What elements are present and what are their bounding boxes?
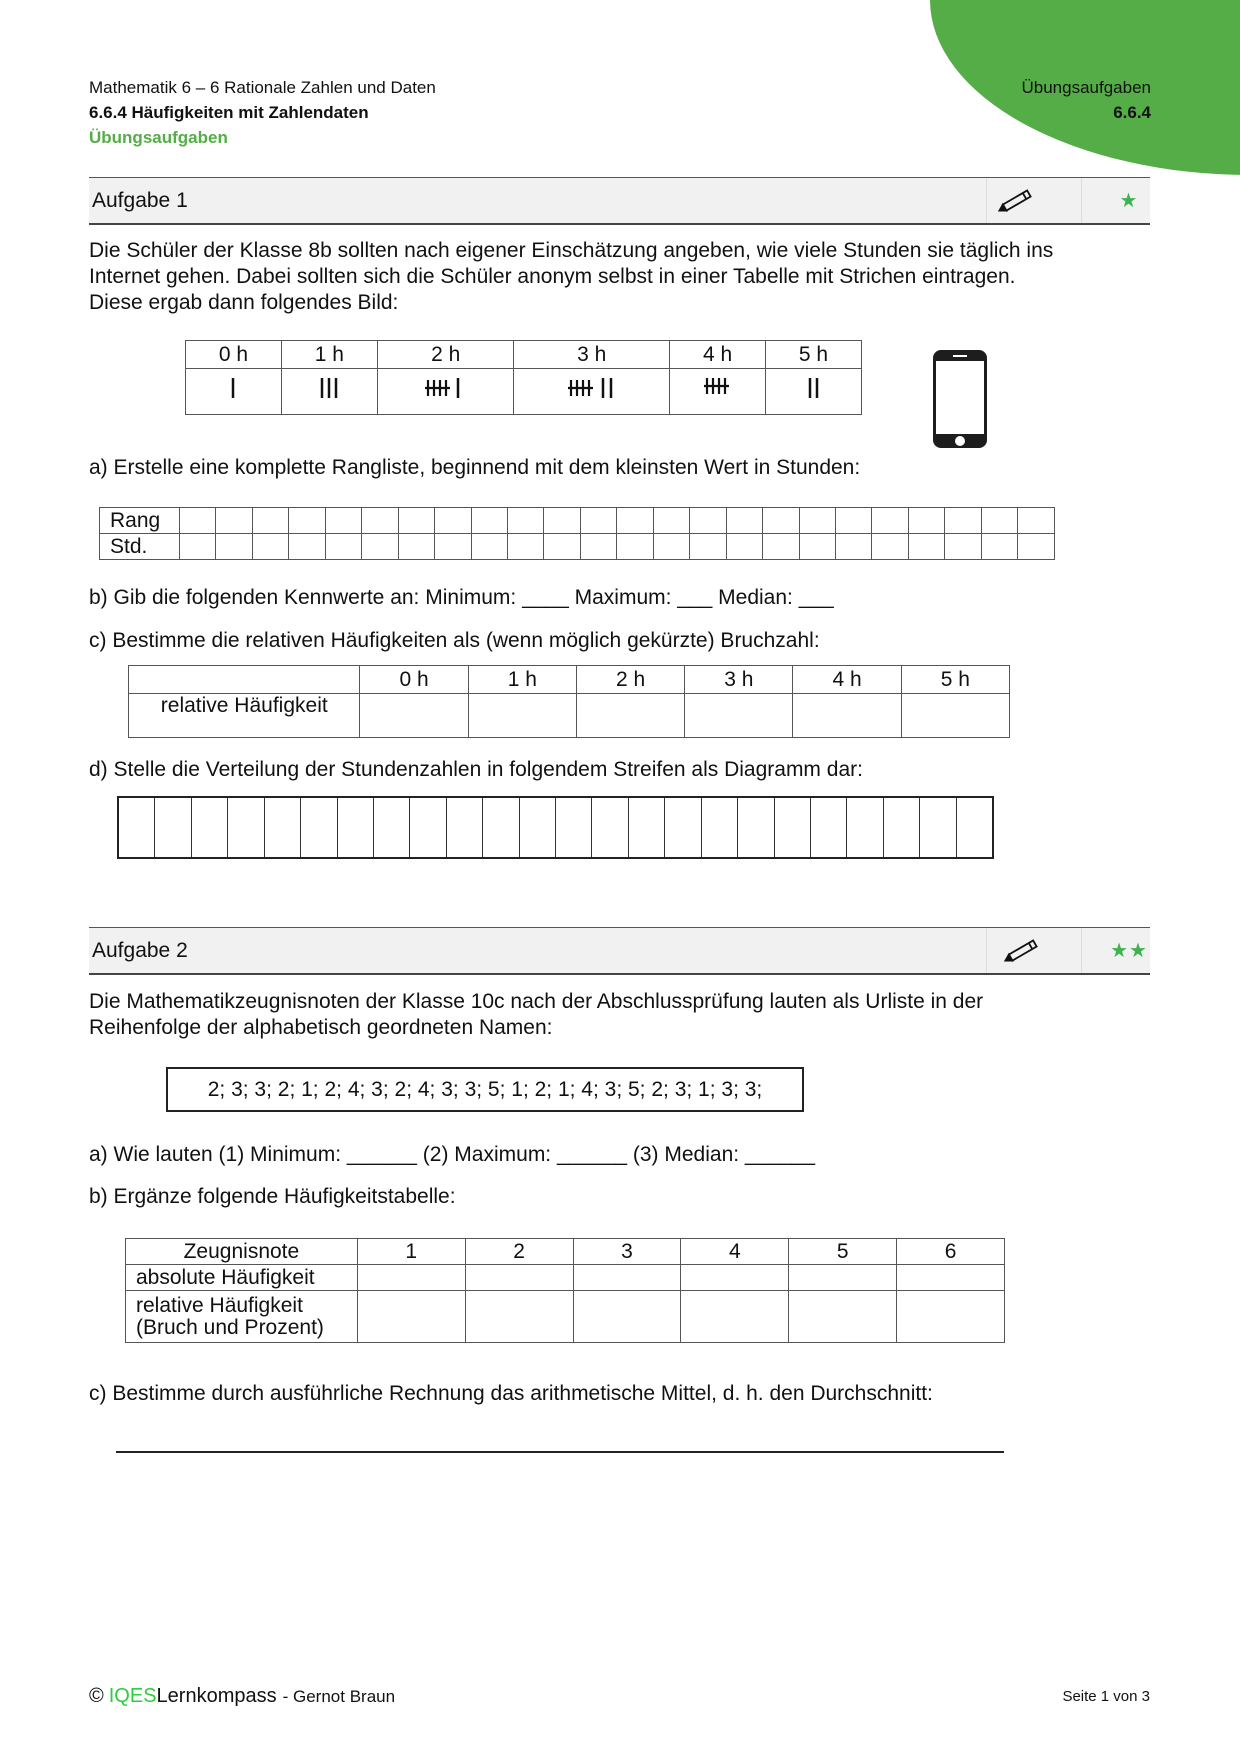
rank-cell[interactable] [398,534,434,560]
rank-cell[interactable] [252,534,288,560]
rank-cell[interactable] [981,508,1017,534]
rank-table [99,507,1055,560]
rank-cell[interactable] [325,508,361,534]
rank-cell[interactable] [1018,508,1055,534]
answer-cell[interactable] [789,1291,897,1343]
intro-line: Internet gehen. Dabei sollten sich die Schüler anonym selbst in einer Tabelle mit Strichen eintragen. [89,265,1016,288]
rank-cell[interactable] [471,508,507,534]
rank-cell[interactable] [908,508,944,534]
task1-header [89,177,1150,225]
rank-cell[interactable] [507,534,543,560]
tally-header: 0 h [186,341,282,369]
answer-cell[interactable] [681,1291,789,1343]
rank-cell[interactable] [325,534,361,560]
rank-cell[interactable] [289,508,325,534]
difficulty-stars: ★ [1119,190,1139,212]
rank-cell[interactable] [617,534,653,560]
strip-cell[interactable] [884,798,920,857]
rank-cell[interactable] [398,508,434,534]
answer-cell[interactable] [468,694,576,738]
label-line: relative Häufigkeit [136,1293,303,1317]
strip-cell[interactable] [410,798,446,857]
task1-question-a: a) Erstelle eine komplette Rangliste, beginnend mit dem kleinsten Wert in Stunden: [89,456,861,479]
rel-header: 4 h [793,666,901,694]
header-right-type: Übungsaufgaben [1021,78,1151,97]
tally-header: 4 h [670,341,766,369]
tally-header: 3 h [514,341,670,369]
grade-header: 4 [681,1239,789,1265]
task1-question-c: c) Bestimme die relativen Häufigkeiten als (wenn möglich gekürzte) Bruchzahl: [89,629,820,652]
strip-cell[interactable] [483,798,519,857]
task2-question-a: a) Wie lauten (1) Minimum: ______ (2) Maximum: ______ (3) Median: ______ [89,1143,816,1166]
rank-cell[interactable] [799,534,835,560]
answer-cell[interactable] [685,694,793,738]
strip-cell[interactable] [119,798,155,857]
answer-cell[interactable] [901,694,1009,738]
grade-header: 2 [465,1239,573,1265]
strip-cell[interactable] [592,798,628,857]
brand-lernkompass: Lernkompass [156,1685,277,1707]
task1-question-d: d) Stelle die Verteilung der Stundenzahlen in folgendem Streifen als Diagramm dar: [89,758,863,781]
copyright-symbol: © [89,1685,104,1707]
answer-cell[interactable] [465,1265,573,1291]
intro-line: Reihenfolge der alphabetisch geordneten Namen: [89,1016,553,1039]
relative-frequency-label [126,1291,358,1343]
rank-cell[interactable] [507,508,543,534]
tally-cell [514,369,670,415]
strip-cell[interactable] [957,798,992,857]
task2-intro [89,989,983,1041]
rank-cell[interactable] [1018,534,1055,560]
task2-question-c: c) Bestimme durch ausführliche Rechnung das arithmetische Mittel, d. h. den Durchschnitt: [89,1382,933,1405]
answer-cell[interactable] [357,1265,465,1291]
answer-cell[interactable] [573,1291,681,1343]
rank-cell[interactable] [179,508,215,534]
strip-cell[interactable] [338,798,374,857]
rank-cell[interactable] [289,534,325,560]
frequency-table [125,1238,1005,1343]
strip-cell[interactable] [847,798,883,857]
rank-cell[interactable] [726,534,762,560]
answer-line[interactable] [116,1451,1004,1453]
rank-cell[interactable] [690,534,726,560]
grade-header: 6 [897,1239,1005,1265]
answer-cell[interactable] [465,1291,573,1343]
tally-header: 2 h [377,341,514,369]
rank-cell[interactable] [179,534,215,560]
strip-diagram[interactable] [117,796,994,859]
rank-cell[interactable] [763,534,799,560]
strip-cell[interactable] [738,798,774,857]
answer-cell[interactable] [360,694,468,738]
task1-intro [89,238,1053,316]
rank-cell[interactable] [872,508,908,534]
rel-header: 5 h [901,666,1009,694]
rank-cell[interactable] [945,508,981,534]
strip-cell[interactable] [301,798,337,857]
strip-cell[interactable] [192,798,228,857]
rank-label: Rang [100,508,180,534]
strip-cell[interactable] [228,798,264,857]
hours-label: Std. [100,534,180,560]
strip-cell[interactable] [920,798,956,857]
difficulty-stars: ★★ [1110,940,1148,962]
raw-data-list: 2; 3; 3; 2; 1; 2; 4; 3; 2; 4; 3; 3; 5; 1; 2; 1; 4; 3; 5; 2; 3; 1; 3; 3; [166,1067,804,1112]
rank-cell[interactable] [580,508,616,534]
author: - Gernot Braun [282,1687,396,1706]
rank-cell[interactable] [435,508,471,534]
header-right-code: 6.6.4 [1113,103,1151,122]
strip-cell[interactable] [520,798,556,857]
rel-row-label: relative Häufigkeit [129,694,360,738]
answer-cell[interactable] [897,1265,1005,1291]
smartphone-icon [933,350,987,448]
tally-header: 5 h [766,341,862,369]
empty-corner [129,666,360,694]
label-line: (Bruch und Prozent) [136,1315,324,1339]
grade-header: 5 [789,1239,897,1265]
rank-cell[interactable] [617,508,653,534]
strip-cell[interactable] [629,798,665,857]
rank-cell[interactable] [981,534,1017,560]
task1-title: Aufgabe 1 [92,189,188,212]
intro-line: Diese ergab dann folgendes Bild: [89,291,399,314]
rank-cell[interactable] [799,508,835,534]
strip-cell[interactable] [811,798,847,857]
rank-cell[interactable] [362,534,398,560]
rank-cell[interactable] [763,508,799,534]
rank-cell[interactable] [908,534,944,560]
answer-cell[interactable] [576,694,684,738]
absolute-frequency-label: absolute Häufigkeit [126,1265,358,1291]
strip-cell[interactable] [265,798,301,857]
rank-cell[interactable] [580,534,616,560]
rank-cell[interactable] [252,508,288,534]
rank-cell[interactable] [544,534,580,560]
rank-cell[interactable] [435,534,471,560]
strip-cell[interactable] [556,798,592,857]
answer-cell[interactable] [357,1291,465,1343]
rank-cell[interactable] [872,534,908,560]
relative-frequency-table [128,665,1010,738]
tally-cell [377,369,514,415]
rank-cell[interactable] [836,534,872,560]
task2-header [89,927,1150,975]
grade-header: 1 [357,1239,465,1265]
intro-line: Die Mathematikzeugnisnoten der Klasse 10c nach der Abschlussprüfung lauten als Urliste in der [89,990,984,1013]
tally-cell [281,369,377,415]
grade-header-label: Zeugnisnote [126,1239,358,1265]
rank-cell[interactable] [726,508,762,534]
rank-cell[interactable] [945,534,981,560]
rank-cell[interactable] [653,534,689,560]
task1-question-b: b) Gib die folgenden Kennwerte an: Minimum: ____ Maximum: ___ Median: ___ [89,586,834,609]
task2-question-b: b) Ergänze folgende Häufigkeitstabelle: [89,1185,456,1208]
rel-header: 0 h [360,666,468,694]
tally-cell [186,369,282,415]
rel-header: 3 h [685,666,793,694]
answer-cell[interactable] [573,1265,681,1291]
grade-header: 3 [573,1239,681,1265]
course-title: Mathematik 6 – 6 Rationale Zahlen und Daten [89,78,436,97]
strip-cell[interactable] [702,798,738,857]
pencil-icon [1003,936,1043,966]
topic-title: 6.6.4 Häufigkeiten mit Zahlendaten [89,103,369,122]
strip-cell[interactable] [374,798,410,857]
page-number: Seite 1 von 3 [1062,1688,1150,1705]
strip-cell[interactable] [155,798,191,857]
rank-cell[interactable] [836,508,872,534]
answer-cell[interactable] [789,1265,897,1291]
brand-iqes: IQES [108,1685,157,1707]
tally-cell [670,369,766,415]
answer-cell[interactable] [793,694,901,738]
rank-cell[interactable] [653,508,689,534]
rank-cell[interactable] [362,508,398,534]
footer-left [89,1685,395,1708]
intro-line: Die Schüler der Klasse 8b sollten nach eigener Einschätzung angeben, wie viele Stunden sie täglich ins [89,239,1054,262]
rel-header: 2 h [576,666,684,694]
header-left [89,75,436,150]
worksheet-type: Übungsaufgaben [89,128,228,147]
rank-cell[interactable] [216,534,252,560]
tally-table [185,340,862,415]
rank-cell[interactable] [690,508,726,534]
strip-cell[interactable] [775,798,811,857]
strip-cell[interactable] [447,798,483,857]
pencil-icon [997,186,1037,216]
answer-cell[interactable] [681,1265,789,1291]
strip-cell[interactable] [665,798,701,857]
tally-cell [766,369,862,415]
rank-cell[interactable] [471,534,507,560]
tally-header: 1 h [281,341,377,369]
rank-cell[interactable] [544,508,580,534]
rank-cell[interactable] [216,508,252,534]
header-right [1021,75,1151,125]
task2-title: Aufgabe 2 [92,939,188,962]
answer-cell[interactable] [897,1291,1005,1343]
rel-header: 1 h [468,666,576,694]
